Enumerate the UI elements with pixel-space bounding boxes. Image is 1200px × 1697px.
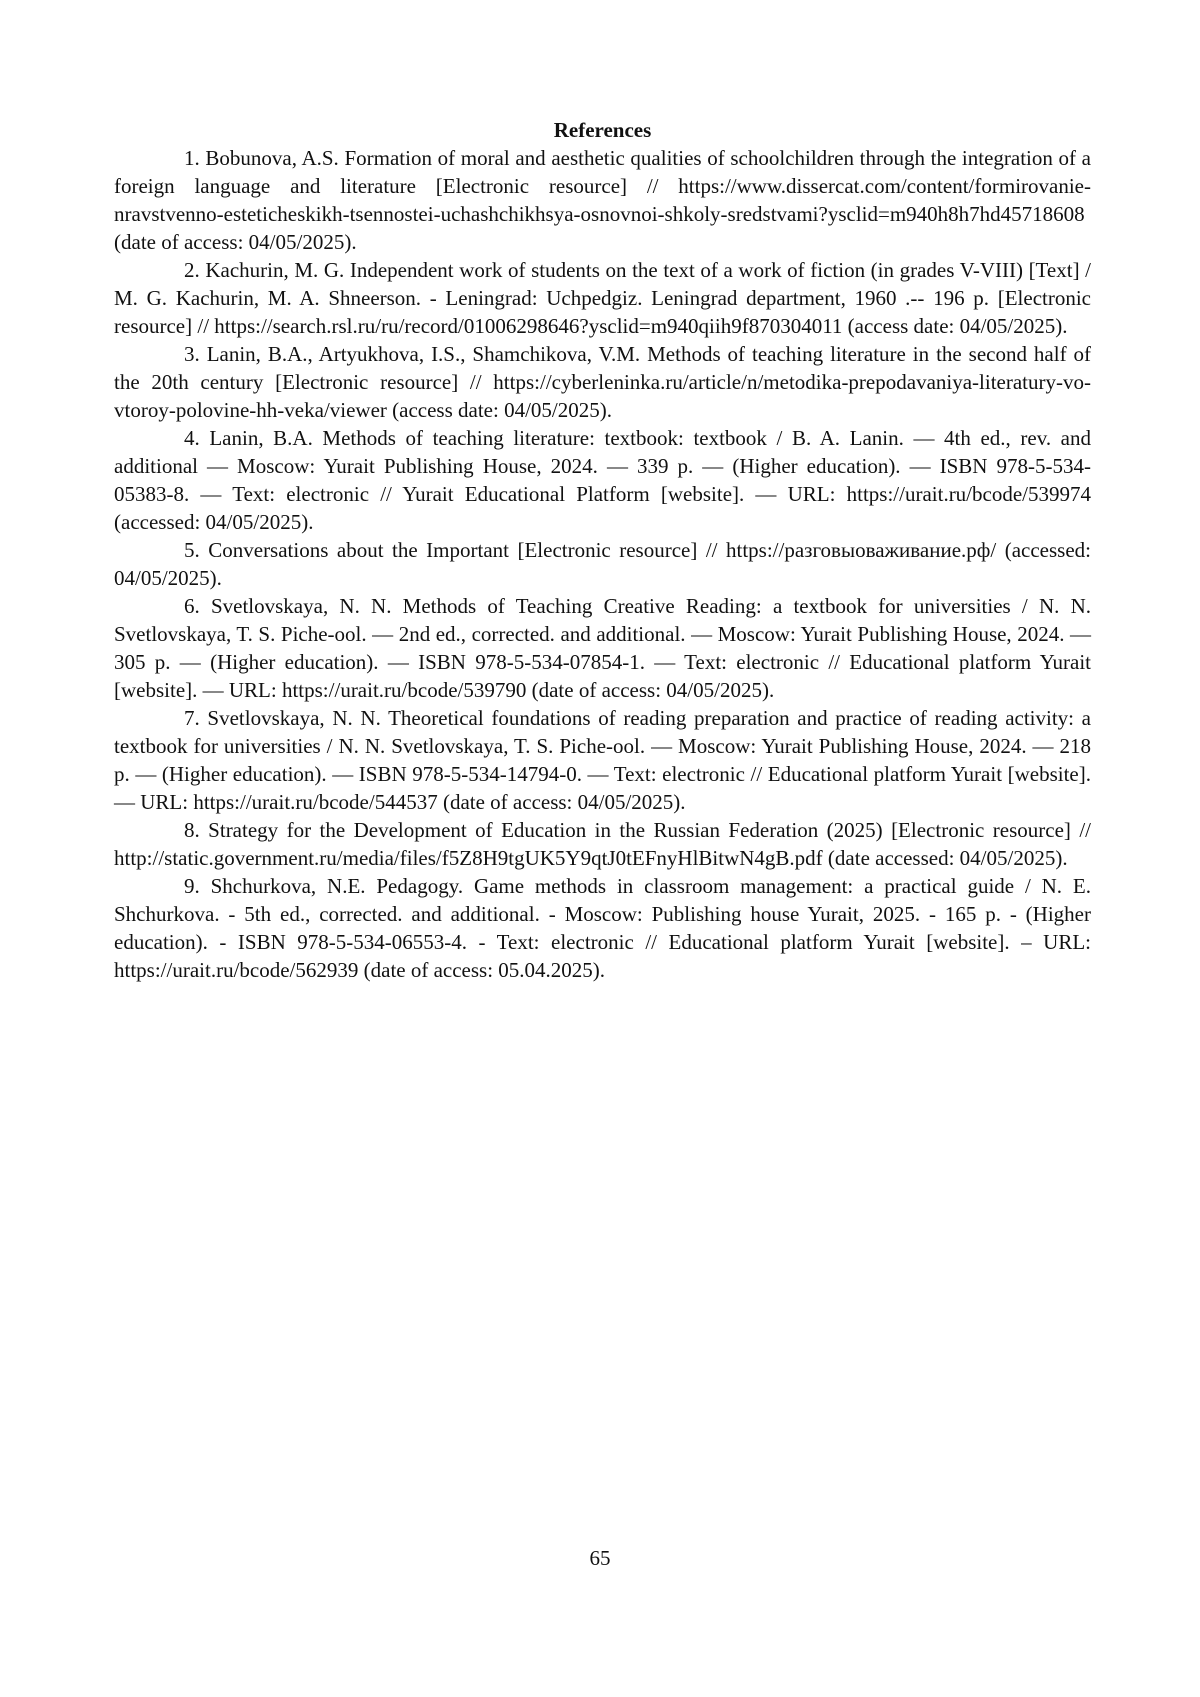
reference-item-2: 2. Kachurin, M. G. Independent work of students on the text of a work of fiction (in grades V-VIII) [Text] / M. G. Kachurin, M. A. Shneerson. - Leningrad: Uchpedgiz. Leningrad department, 1960 .-- 196 p. [Electronic resource] // https://search.rsl.ru/ru/record/01006298646?ysclid=m940qiih9f870304011 (access date: 04/05/2025).	[114, 258, 1091, 338]
reference-item-5: 5. Conversations about the Important [Electronic resource] // https://разговыоваживание.рф/ (accessed: 04/05/2025).	[114, 538, 1091, 590]
reference-item-3: 3. Lanin, B.A., Artyukhova, I.S., Shamchikova, V.M. Methods of teaching literature in the second half of the 20th century [Electronic resource] // https://cyberleninka.ru/article/n/metodika-prepodavaniya-literatury-vo-vtoroy-polovine-hh-veka/viewer (access date: 04/05/2025).	[114, 342, 1091, 422]
page-title: References	[553, 118, 652, 142]
reference-item-7: 7. Svetlovskaya, N. N. Theoretical foundations of reading preparation and practice of reading activity: a textbook for universities / N. N. Svetlovskaya, T. S. Piche-ool. — Moscow: Yurait Publishing House, 2024. — 218 p. — (Higher education). — ISBN 978-5-534-14794-0. — Text: electronic // Educational platform Yurait [website]. — URL: https://urait.ru/bcode/544537 (date of access: 04/05/2025).	[114, 706, 1091, 814]
reference-item-1: 1. Bobunova, A.S. Formation of moral and aesthetic qualities of schoolchildren through the integration of a foreign language and literature [Electronic resource] // https://www.dissercat.com/content/formirovanie-nravstvenno-esteticheskikh-tsennostei-uchashchikhsya-osnovnoi-shkoly-sredstvami?ysclid=m940h8h7hd45718608 (date of access: 04/05/2025).	[114, 146, 1091, 254]
reference-item-9: 9. Shchurkova, N.E. Pedagogy. Game methods in classroom management: a practical guide / N. E. Shchurkova. - 5th ed., corrected. and additional. - Moscow: Publishing house Yurait, 2025. - 165 p. - (Higher education). - ISBN 978-5-534-06553-4. - Text: electronic // Educational platform Yurait [website]. – URL: https://urait.ru/bcode/562939 (date of access: 05.04.2025).	[114, 874, 1091, 982]
reference-item-4: 4. Lanin, B.A. Methods of teaching literature: textbook: textbook / B. A. Lanin. — 4th ed., rev. and additional — Moscow: Yurait Publishing House, 2024. — 339 p. — (Higher education). — ISBN 978-5-534-05383-8. — Text: electronic // Yurait Educational Platform [website]. — URL: https://urait.ru/bcode/539974 (accessed: 04/05/2025).	[114, 426, 1091, 534]
reference-item-8: 8. Strategy for the Development of Education in the Russian Federation (2025) [Electronic resource] // http://static.government.ru/media/files/f5Z8H9tgUK5Y9qtJ0tEFnyHlBitwN4gB.pdf (date accessed: 04/05/2025).	[114, 818, 1091, 870]
references-section	[114, 116, 1091, 984]
reference-item-6: 6. Svetlovskaya, N. N. Methods of Teaching Creative Reading: a textbook for universities / N. N. Svetlovskaya, T. S. Piche-ool. — 2nd ed., corrected. and additional. — Moscow: Yurait Publishing House, 2024. — 305 p. — (Higher education). — ISBN 978-5-534-07854-1. — Text: electronic // Educational platform Yurait [website]. — URL: https://urait.ru/bcode/539790 (date of access: 04/05/2025).	[114, 594, 1091, 702]
page-number: 65	[589, 1546, 611, 1570]
reference-list	[114, 144, 1091, 984]
